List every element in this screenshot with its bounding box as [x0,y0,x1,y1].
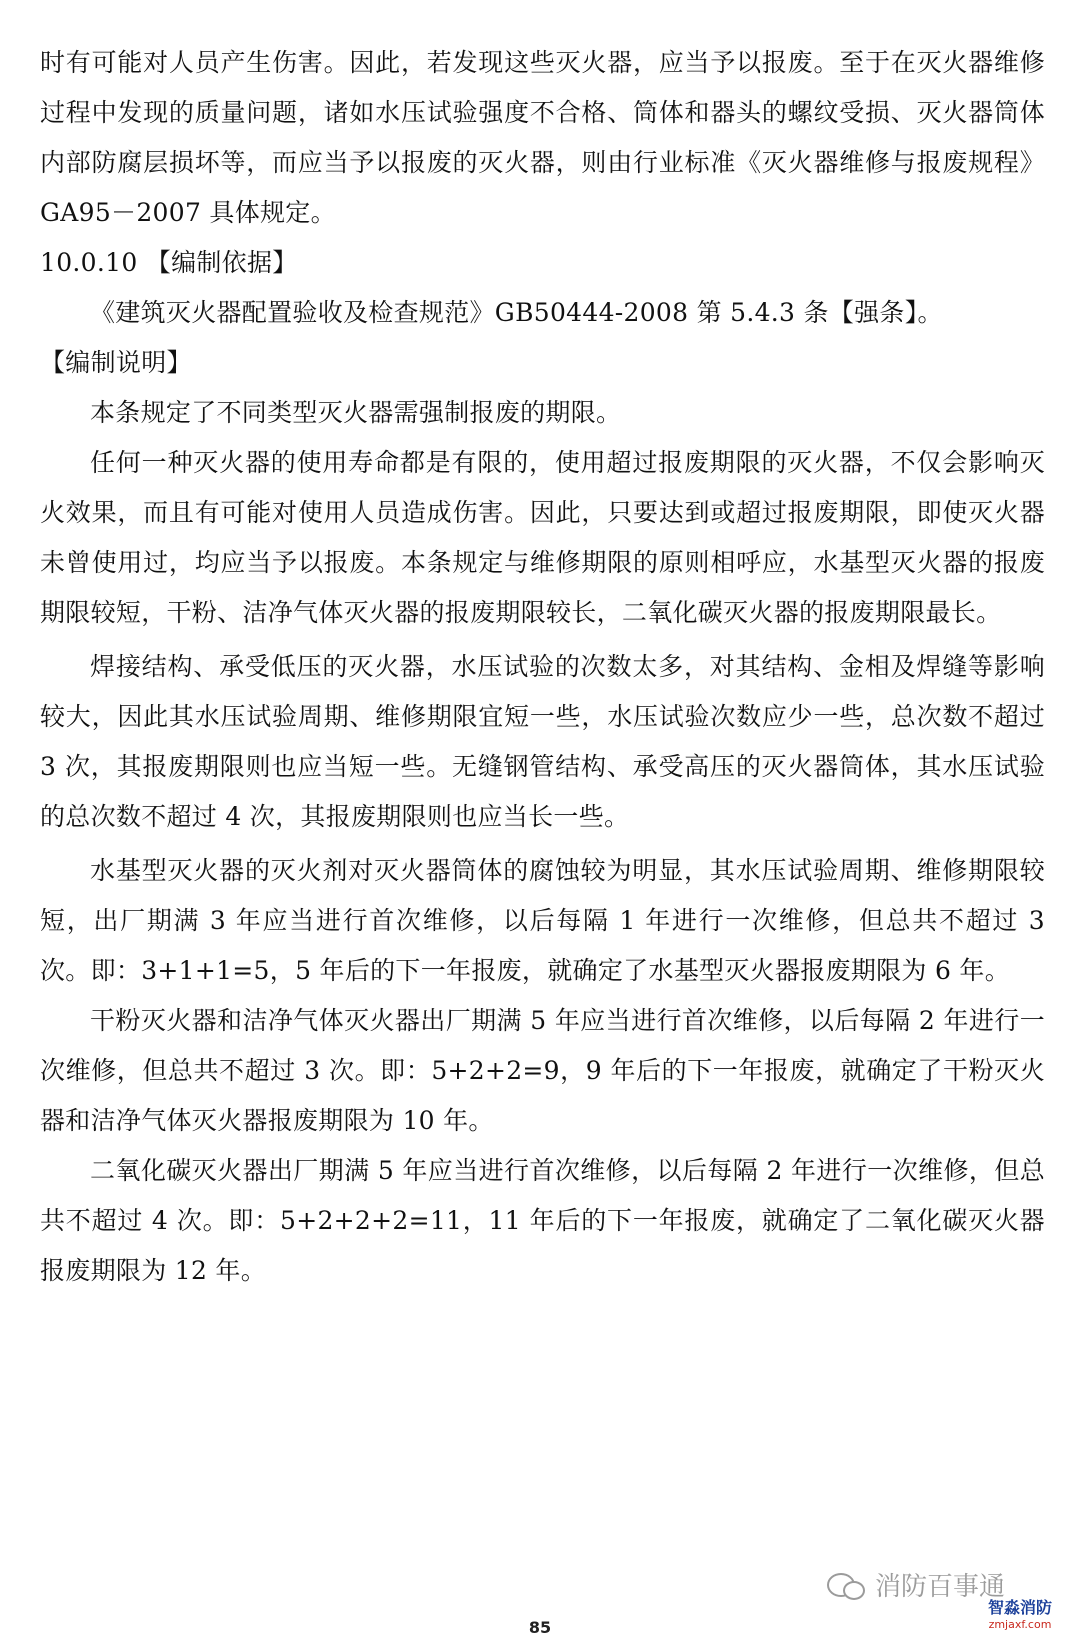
paragraph-scope: 本条规定了不同类型灭火器需强制报废的期限。 [90,398,622,427]
basis-reference: 《建筑灭火器配置验收及检查规范》GB50444-2008 第 5.4.3 条【强条】。 [90,298,943,327]
paragraph-water-based: 水基型灭火器的灭火剂对灭火器筒体的腐蚀较为明显，其水压试验周期、维修期限较短，出厂期满 3 年应当进行首次维修，以后每隔 1 年进行一次维修，但总共不超过 3 次。即：3+1+1=5，5 年后的下一年报废，就确定了水基型灭火器报废期限为 6 年。 [40,856,1045,985]
explanation-heading: 【编制说明】 [40,348,192,377]
paragraph-continuation: 时有可能对人员产生伤害。因此，若发现这些灭火器，应当予以报废。至于在灭火器维修过程中发现的质量问题，诸如水压试验强度不合格、筒体和器头的螺纹受损、灭火器筒体内部防腐层损坏等，而应当予以报废的灭火器，则由行业标准《灭火器维修与报废规程》GA95－2007 具体规定。 [40,48,1045,227]
clause-heading: 10.0.10 【编制依据】 [40,248,298,277]
site-logo-name: 智淼消防 [987,1598,1052,1617]
document-body [40,38,1045,1296]
wechat-icon [827,1571,865,1599]
paragraph-lifespan: 任何一种灭火器的使用寿命都是有限的，使用超过报废期限的灭火器，不仅会影响灭火效果，而且有可能对使用人员造成伤害。因此，只要达到或超过报废期限，即使灭火器未曾使用过，均应当予以报废。本条规定与维修期限的原则相呼应，水基型灭火器的报废期限较短，干粉、洁净气体灭火器的报废期限较长，二氧化碳灭火器的报废期限最长。 [40,448,1045,627]
paragraph-co2: 二氧化碳灭火器出厂期满 5 年应当进行首次维修，以后每隔 2 年进行一次维修，但总共不超过 4 次。即：5+2+2+2=11，11 年后的下一年报废，就确定了二氧化碳灭火器报废期限为 12 年。 [40,1156,1045,1285]
page-number: 85 [528,1618,552,1637]
paragraph-welded-structure: 焊接结构、承受低压的灭火器，水压试验的次数太多，对其结构、金相及焊缝等影响较大，因此其水压试验周期、维修期限宜短一些，水压试验次数应少一些，总次数不超过 3 次，其报废期限则也应当短一些。无缝钢管结构、承受高压的灭火器筒体，其水压试验的总次数不超过 4 次，其报废期限则也应当长一些。 [40,652,1045,831]
paragraph-dry-powder: 干粉灭火器和洁净气体灭火器出厂期满 5 年应当进行首次维修，以后每隔 2 年进行一次维修，但总共不超过 3 次。即：5+2+2=9，9 年后的下一年报废，就确定了干粉灭火器和洁净气体灭火器报废期限为 10 年。 [40,1006,1045,1135]
site-logo-url: zmjaxf.com [988,1618,1052,1631]
watermark-text: 消防百事通 [874,1572,1005,1602]
